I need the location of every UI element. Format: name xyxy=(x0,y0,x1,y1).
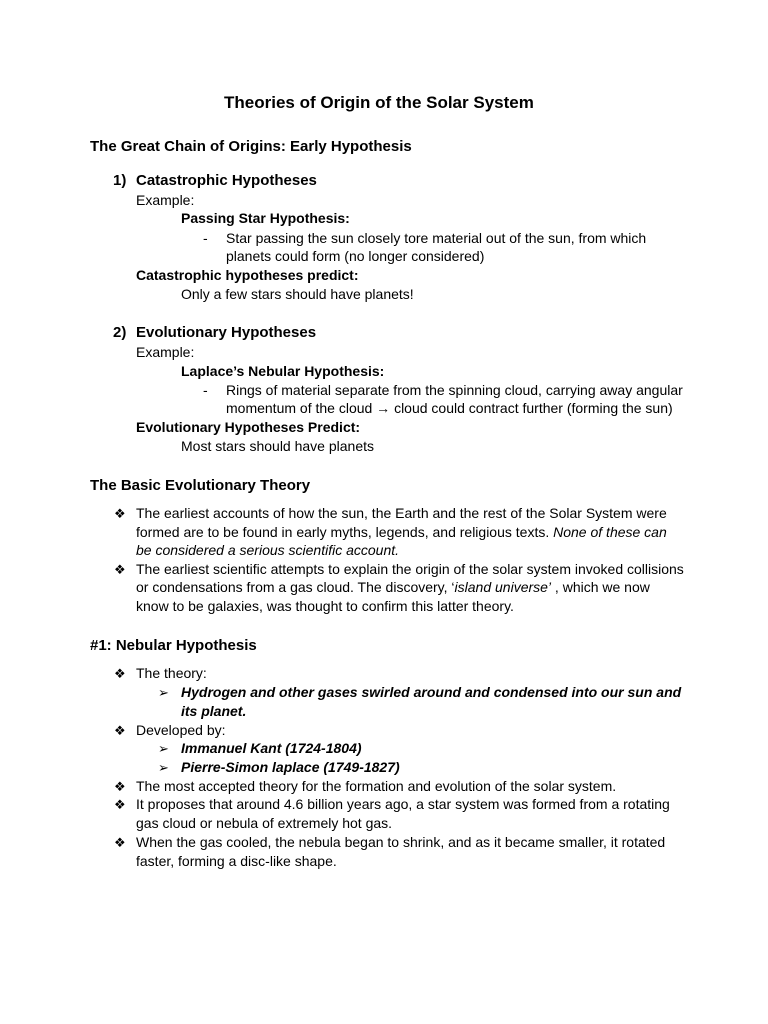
laplace-desc-2: momentum of the cloud → cloud could contract further (forming the sun) xyxy=(226,400,673,416)
theory-text-line-2: its planet. xyxy=(181,703,247,719)
developer-laplace: Pierre-Simon laplace (1749-1827) xyxy=(181,759,400,775)
example-label: Example: xyxy=(136,192,195,208)
nebular-bullet-accepted: The most accepted theory for the formation and evolution of the solar system. xyxy=(136,778,617,794)
developer-kant: Immanuel Kant (1724-1804) xyxy=(181,740,362,756)
catastrophic-predict-text: Only a few stars should have planets! xyxy=(181,286,414,302)
nebular-bullet-proposes-line-2: gas cloud or nebula of extremely hot gas. xyxy=(136,815,393,831)
theory-label: The theory: xyxy=(136,665,207,681)
diamond-bullet-icon: ❖ xyxy=(114,723,126,738)
evolutionary-predict-label: Evolutionary Hypotheses Predict: xyxy=(136,419,361,435)
arrow-bullet-icon: ➢ xyxy=(158,760,169,775)
evolutionary-predict-text: Most stars should have planets xyxy=(181,438,374,454)
developed-by-label: Developed by: xyxy=(136,722,226,738)
passing-star-heading: Passing Star Hypothesis: xyxy=(181,210,350,226)
basic-bullet-2-line-1: The earliest scientific attempts to explain the origin of the solar system invoked collisions xyxy=(136,561,684,577)
arrow-bullet-icon: ➢ xyxy=(158,741,169,756)
dash-bullet: - xyxy=(203,230,208,246)
basic-bullet-1-line-1: The earliest accounts of how the sun, the Earth and the rest of the Solar System were xyxy=(136,505,667,521)
nebular-bullet-cooled-line-1: When the gas cooled, the nebula began to shrink, and as it became smaller, it rotated xyxy=(136,834,666,850)
dash-bullet: - xyxy=(203,382,208,398)
theory-text-line-1: Hydrogen and other gases swirled around and condensed into our sun and xyxy=(181,684,682,700)
section-heading-early-hypothesis: The Great Chain of Origins: Early Hypothesis xyxy=(90,138,412,155)
diamond-bullet-icon: ❖ xyxy=(114,835,126,850)
arrow-bullet-icon: ➢ xyxy=(158,685,169,700)
nebular-bullet-proposes-line-1: It proposes that around 4.6 billion years ago, a star system was formed from a rotating xyxy=(136,796,670,812)
diamond-bullet-icon: ❖ xyxy=(114,779,126,794)
page-title: Theories of Origin of the Solar System xyxy=(224,93,534,112)
laplace-desc-1: Rings of material separate from the spinning cloud, carrying away angular xyxy=(226,382,683,398)
laplace-heading: Laplace’s Nebular Hypothesis: xyxy=(181,363,385,379)
catastrophic-heading: Catastrophic Hypotheses xyxy=(136,172,317,189)
list-number-2: 2) xyxy=(113,324,127,341)
list-number-1: 1) xyxy=(113,172,127,189)
basic-bullet-2-line-3: know to be galaxies, was thought to confirm this latter theory. xyxy=(136,598,514,614)
diamond-bullet-icon: ❖ xyxy=(114,562,126,577)
section-heading-nebular: #1: Nebular Hypothesis xyxy=(90,637,257,654)
passing-star-desc-1: Star passing the sun closely tore material out of the sun, from which xyxy=(226,230,647,246)
basic-bullet-1-line-2: formed are to be found in early myths, legends, and religious texts. None of these can xyxy=(136,524,667,540)
basic-bullet-1-line-3: be considered a serious scientific account. xyxy=(136,542,400,558)
section-heading-basic-theory: The Basic Evolutionary Theory xyxy=(90,477,311,494)
evolutionary-heading: Evolutionary Hypotheses xyxy=(136,324,317,341)
diamond-bullet-icon: ❖ xyxy=(114,797,126,812)
passing-star-desc-2: planets could form (no longer considered) xyxy=(226,248,485,264)
diamond-bullet-icon: ❖ xyxy=(114,506,126,521)
example-label: Example: xyxy=(136,344,195,360)
diamond-bullet-icon: ❖ xyxy=(114,666,126,681)
nebular-bullet-cooled-line-2: faster, forming a disc-like shape. xyxy=(136,853,337,869)
catastrophic-predict-label: Catastrophic hypotheses predict: xyxy=(136,267,359,283)
basic-bullet-2-line-2: or condensations from a gas cloud. The discovery, ‘island universe’ , which we now xyxy=(136,579,650,595)
